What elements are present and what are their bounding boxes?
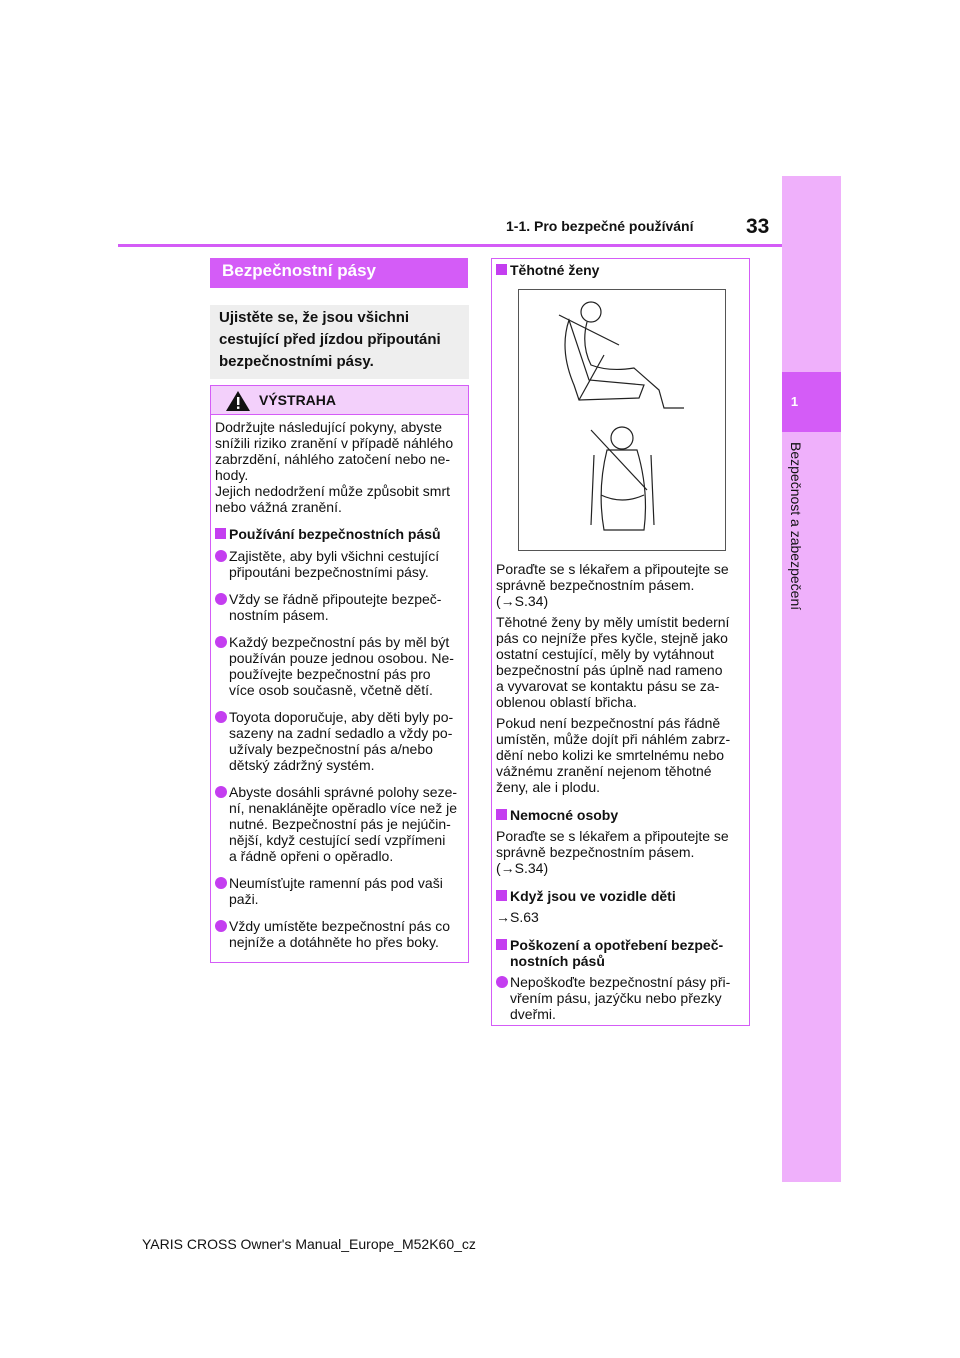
warning-bullet: Neumísťujte ramenní pás pod vaši paži. xyxy=(215,875,464,907)
pregnant-text-3: Pokud není bezpečnostní pás řádně umístěn, může dojít při náhlém zabrz- dění nebo kolizi ke smrtelnému nebo vážnému zranění nejenom těhotné ženy, ale i plodu. xyxy=(496,715,731,795)
warning-header xyxy=(211,386,468,415)
warning-bullet: Vždy umístěte bezpečnostní pás co nejníže a dotáhněte ho přes boky. xyxy=(215,918,464,950)
heading-ill: Nemocné osoby xyxy=(496,807,745,823)
section-header: 1-1. Pro bezpečné používání xyxy=(506,218,694,234)
bullet-dot-icon xyxy=(215,593,227,605)
page-number: 33 xyxy=(746,215,770,238)
children-ref-link[interactable]: →S.63 xyxy=(496,909,539,925)
pregnant-text-2: Těhotné ženy by měly umístit bederní pás co nejníže přes kyčle, stejně jako ostatní cestující, měly by vytáhnout bezpečnostní pás úplně nad rameno a vyvarovat se kontaktu pásu se za- oblenou oblastí břicha. xyxy=(496,614,730,710)
info-box xyxy=(491,258,750,1026)
damage-bullet: Nepoškoďte bezpečnostní pásy při- vřením pásu, jazýčku nebo přezky dveřmi. xyxy=(496,974,745,1022)
bullet-dot-icon xyxy=(215,786,227,798)
square-bullet-icon xyxy=(215,528,226,539)
footer-text: YARIS CROSS Owner's Manual_Europe_M52K60_cz xyxy=(142,1236,476,1252)
bullet-dot-icon xyxy=(215,920,227,932)
heading-damage: Poškození a opotřebení bezpeč- nostních pásů xyxy=(496,937,745,969)
intro-box: Ujistěte se, že jsou všichni cestující před jízdou připoutáni bezpečnostními pásy. xyxy=(210,305,469,379)
bullet-dot-icon xyxy=(215,636,227,648)
header-rule xyxy=(118,244,782,247)
side-tab xyxy=(782,176,841,1182)
warning-bullet: Abyste dosáhli správné polohy seze- ní, nenaklánějte opěradlo více než je nutné. Bezpečnostní pás je nejúčin- nější, když cestující sedí vzpřímeni a řádně opřeni o opěradlo. xyxy=(215,784,464,864)
square-bullet-icon xyxy=(496,939,507,950)
warning-bullet: Toyota doporučuje, aby děti byly po- sazeny na zadní sedadlo a vždy po- užívaly bezpečnostní pás a/nebo dětský zádržný systém. xyxy=(215,709,464,773)
pregnant-text-1: Poraďte se s lékařem a připoutejte se správně bezpečnostním pásem. (→S.34) xyxy=(496,561,729,609)
warning-text: Dodržujte následující pokyny, abyste snížili riziko zranění v případě náhlého zabrzdění, náhlého zatočení nebo ne- hody. Jejich nedodržení může způsobit smrt nebo vážná zranění. xyxy=(215,419,454,515)
ill-text: Poraďte se s lékařem a připoutejte se správně bezpečnostním pásem. (→S.34) xyxy=(496,828,729,876)
warning-label: VÝSTRAHA xyxy=(259,392,337,408)
warning-bullet: Zajistěte, aby byli všichni cestující připoutáni bezpečnostními pásy. xyxy=(215,548,464,580)
warning-bullet: Vždy se řádně připoutejte bezpeč- nostním pásem. xyxy=(215,591,464,623)
heading-pregnant: Těhotné ženy xyxy=(496,262,745,278)
pregnant-seatbelt-illustration xyxy=(518,289,726,551)
page-title: Bezpečnostní pásy xyxy=(210,258,468,288)
bullet-dot-icon xyxy=(496,976,508,988)
bullet-dot-icon xyxy=(215,550,227,562)
warning-subheading: Používání bezpečnostních pásů xyxy=(215,526,464,542)
chapter-number: 1 xyxy=(790,394,799,409)
square-bullet-icon xyxy=(496,809,507,820)
square-bullet-icon xyxy=(496,890,507,901)
warning-box xyxy=(210,385,469,963)
warning-icon xyxy=(225,390,251,412)
square-bullet-icon xyxy=(496,264,507,275)
chapter-title: Bezpečnost a zabezpečení xyxy=(788,442,804,611)
bullet-dot-icon xyxy=(215,711,227,723)
bullet-dot-icon xyxy=(215,877,227,889)
heading-children: Když jsou ve vozidle děti xyxy=(496,888,745,904)
warning-bullet: Každý bezpečnostní pás by měl být používán pouze jednou osobou. Ne- používejte bezpečnostní pás pro více osob současně, včetně dětí. xyxy=(215,634,464,698)
